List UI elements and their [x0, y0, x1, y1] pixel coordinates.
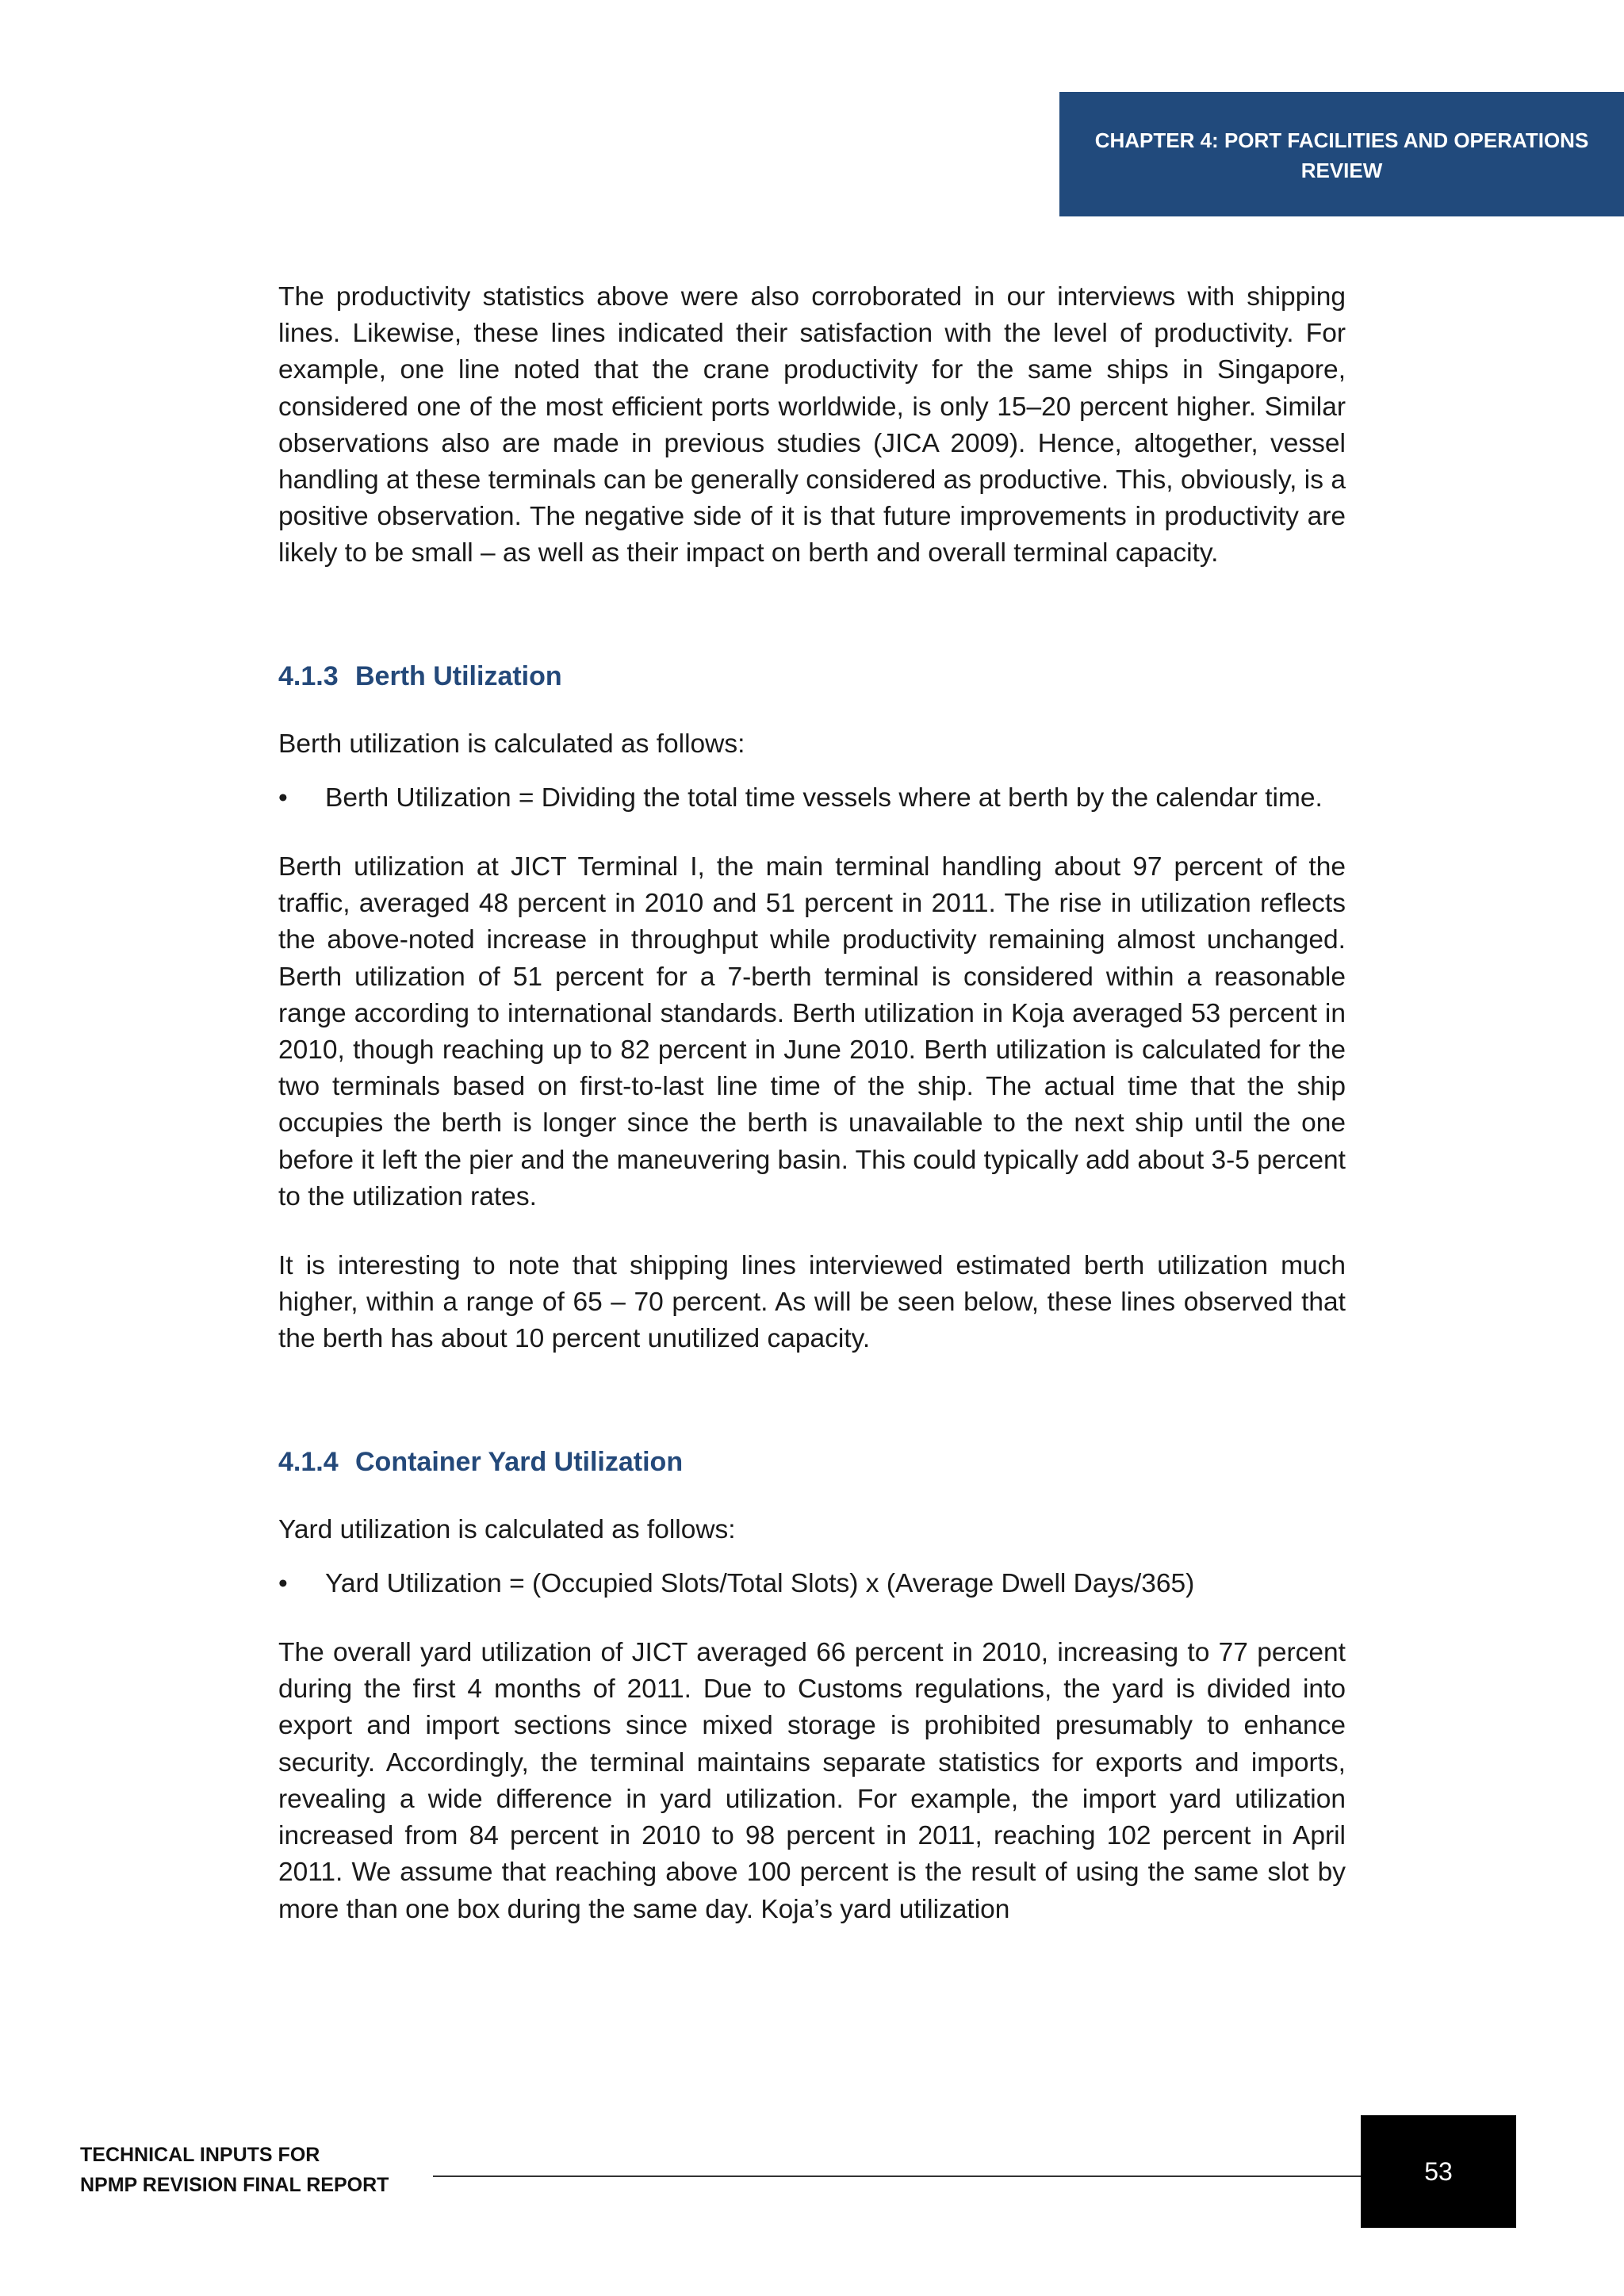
- chapter-title-line-1: CHAPTER 4: PORT FACILITIES AND OPERATIONS: [1094, 128, 1589, 152]
- section-title: Container Yard Utilization: [355, 1446, 684, 1477]
- berth-paragraph-2: It is interesting to note that shipping lines interviewed estimated berth utilization much higher, within a range of 65 – 70 percent. As will be seen below, these lines observed that the berth has about 10 percent unutilized capacity.: [278, 1251, 1346, 1354]
- yard-paragraph-1: The overall yard utilization of JICT averaged 66 percent in 2010, increasing to 77 percent during the first 4 months of 2011. Due to Customs regulations, the yard is divided into export and import sections since mixed storage is prohibited presumably to enhance security. Accordingly, the terminal maintains separate statistics for exports and imports, revealing a wide difference in yard utilization. For example, the import yard utilization increased from 84 percent in 2010 to 98 percent in 2011, reaching 102 percent in April 2011. We assume that reaching above 100 percent is the result of using the same slot by more than one box during the same day. Koja’s yard utilization: [278, 1638, 1346, 1924]
- page-number-box: [1361, 2115, 1516, 2228]
- intro-paragraph: The productivity statistics above were also corroborated in our interviews with shipping lines. Likewise, these lines indicated their satisfaction with the level of productivity. For example, one line noted that the crane productivity for the same ships in Singapore, considered one of the most efficient ports worldwide, is only 15–20 percent higher. Similar observations also are made in previous studies (JICA 2009). Hence, altogether, vessel handling at these terminals can be generally considered as productive. This, obviously, is a positive observation. The negative side of it is that future improvements in productivity are likely to be small – as well as their impact on berth and overall terminal capacity.: [278, 282, 1346, 568]
- berth-formula-text: Berth Utilization = Dividing the total time vessels where at berth by the calendar time.: [325, 783, 1323, 813]
- bullet-icon: •: [278, 783, 288, 813]
- section-heading-berth-utilization: [278, 658, 1346, 695]
- footer-line-2: NPMP REVISION FINAL REPORT: [80, 2174, 389, 2196]
- yard-formula-text: Yard Utilization = (Occupied Slots/Total Slots) x (Average Dwell Days/365): [325, 1568, 1195, 1598]
- footer-report-title: [80, 2140, 389, 2200]
- page-number: 53: [1424, 2156, 1453, 2186]
- berth-paragraph-1: Berth utilization at JICT Terminal I, the main terminal handling about 97 percent of the traffic, averaged 48 percent in 2010 and 51 percent in 2011. The rise in utilization reflects the above-noted increase in throughput while productivity remaining almost unchanged. Berth utilization of 51 percent for a 7-berth terminal is considered within a reasonable range according to international standards. Berth utilization in Koja averaged 53 percent in 2010, though reaching up to 82 percent in June 2010. Berth utilization is calculated for the two terminals based on first-to-last line time of the ship. The actual time that the ship occupies the berth is longer since the berth is unavailable to the next ship until the one before it left the pier and the maneuvering basin. This could typically add about 3-5 percent to the utilization rates.: [278, 852, 1346, 1211]
- section-title: Berth Utilization: [355, 660, 562, 691]
- section-number: 4.1.4: [278, 1446, 339, 1477]
- section-number: 4.1.3: [278, 660, 339, 691]
- bullet-icon: •: [278, 1568, 288, 1598]
- yard-formula-bullet: [278, 1566, 1346, 1602]
- footer-divider: [433, 2175, 1362, 2177]
- footer-line-1: TECHNICAL INPUTS FOR: [80, 2144, 320, 2166]
- chapter-title-line-2: REVIEW: [1300, 159, 1383, 182]
- berth-formula-bullet: [278, 780, 1346, 817]
- berth-lead-text: Berth utilization is calculated as follows:: [278, 729, 745, 759]
- document-body: [278, 279, 1346, 1928]
- chapter-header-banner: [1059, 92, 1624, 216]
- section-heading-container-yard-utilization: [278, 1444, 1346, 1480]
- yard-lead-text: Yard utilization is calculated as follows:: [278, 1514, 736, 1544]
